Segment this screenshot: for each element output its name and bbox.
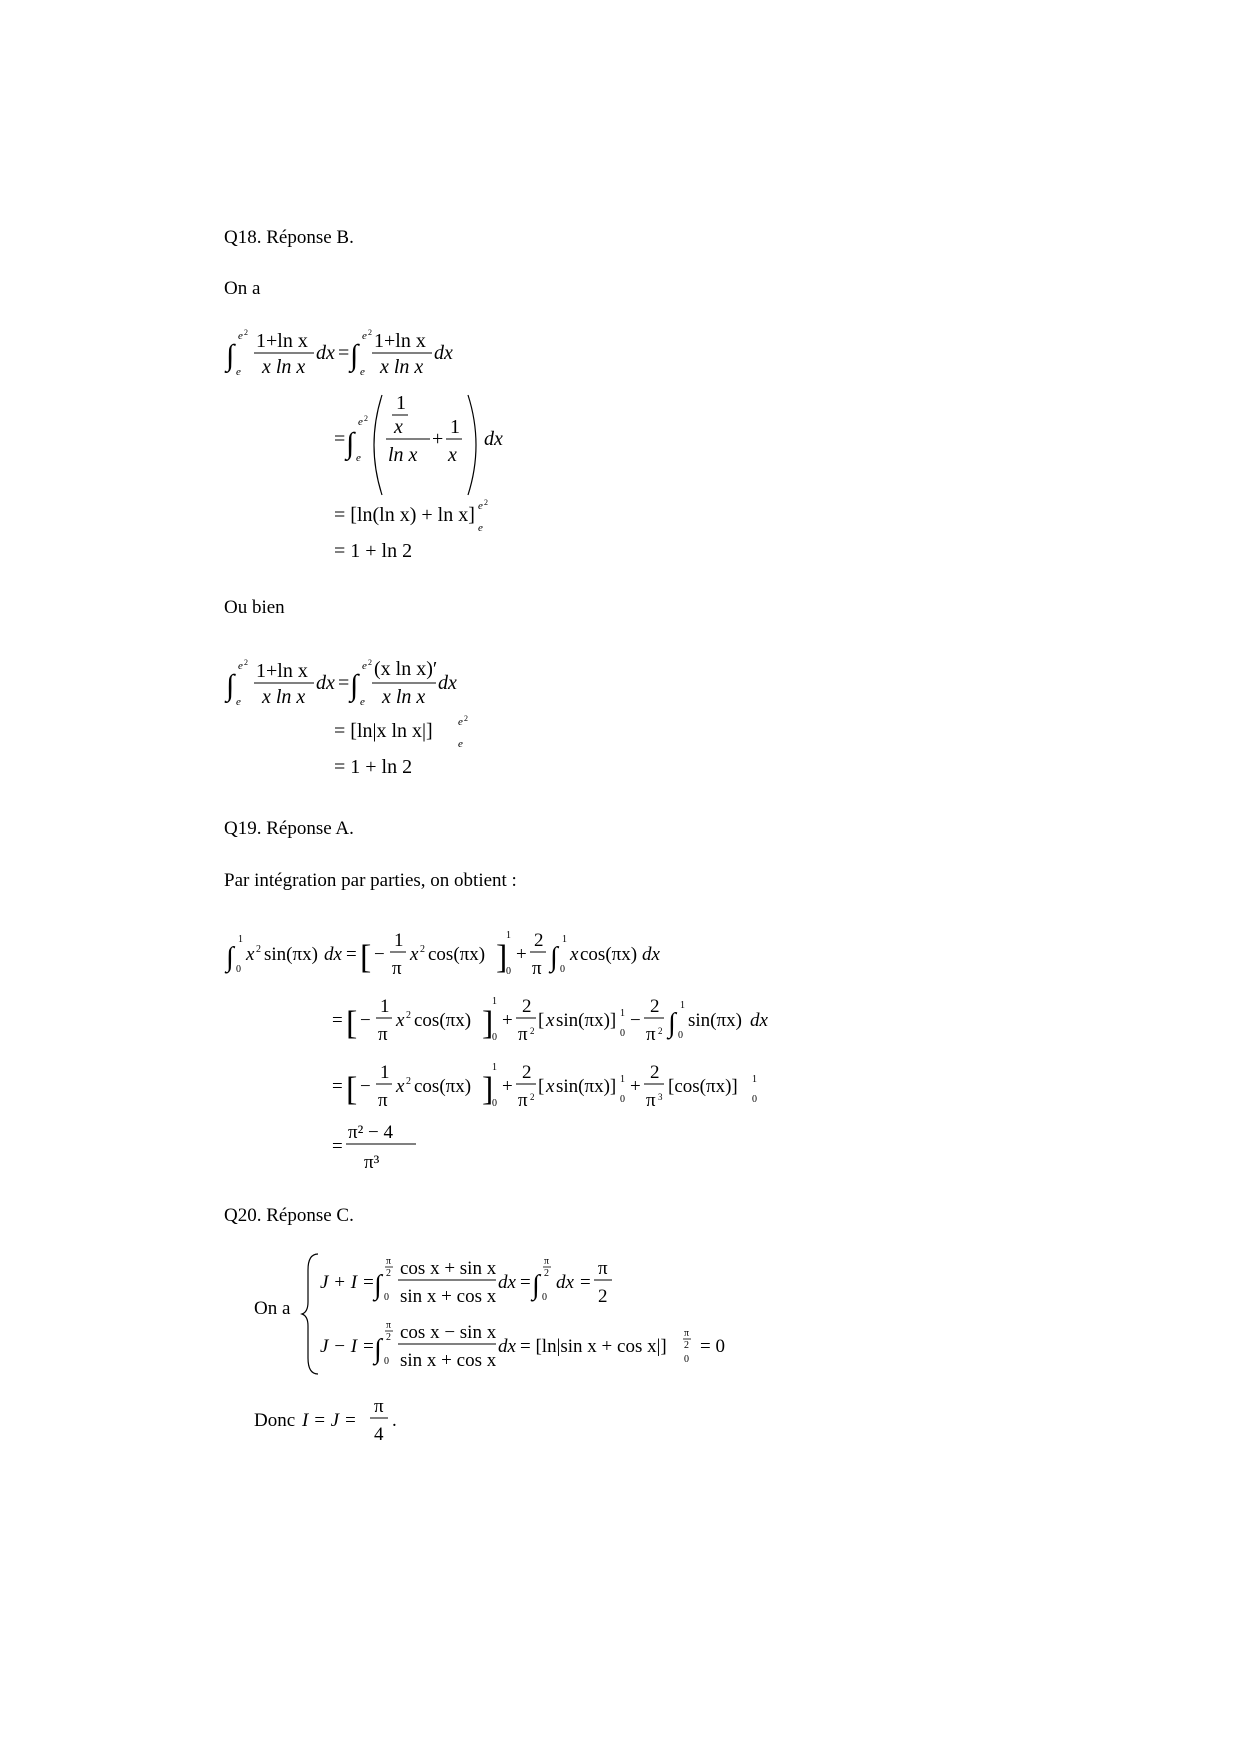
svg-text:1: 1 — [620, 1008, 625, 1019]
svg-text:+: + — [502, 1010, 513, 1031]
svg-text:2: 2 — [650, 996, 660, 1017]
svg-text:π: π — [392, 958, 402, 979]
svg-text:sin(πx): sin(πx) — [688, 1010, 742, 1031]
svg-text:0: 0 — [506, 966, 511, 977]
svg-text:x: x — [546, 1010, 555, 1031]
q20-heading: Q20. Réponse C. — [224, 1205, 354, 1226]
svg-text:∫: ∫ — [374, 1270, 382, 1301]
svg-text:dx: dx — [484, 428, 503, 450]
svg-text:[: [ — [538, 1010, 545, 1031]
svg-text:0: 0 — [620, 1094, 625, 1105]
svg-text:e: e — [360, 696, 365, 708]
svg-text:2: 2 — [534, 930, 544, 951]
q18-den2: x ln x — [380, 356, 424, 378]
svg-text:cos(πx): cos(πx) — [414, 1076, 472, 1097]
svg-text:[cos(πx)]: [cos(πx)] — [668, 1076, 738, 1097]
svg-text:1: 1 — [620, 1074, 625, 1085]
svg-text:2: 2 — [650, 1062, 660, 1083]
svg-text:]: ] — [482, 1005, 494, 1042]
q20-line1-den: sin x + cos x — [400, 1286, 497, 1307]
svg-text:0: 0 — [620, 1028, 625, 1039]
q18-step1-inner-num: 1 — [396, 392, 406, 414]
svg-text:dx: dx — [316, 672, 335, 694]
svg-text:e: e — [360, 366, 365, 378]
svg-text:=: = — [346, 944, 357, 965]
svg-text:dx: dx — [642, 944, 660, 965]
svg-text:cos(πx): cos(πx) — [414, 1010, 472, 1031]
q18-alt-num2: (x ln x)′ — [374, 658, 438, 680]
svg-text:∫: ∫ — [550, 942, 558, 973]
svg-text:2: 2 — [530, 1092, 535, 1102]
svg-text:2: 2 — [244, 658, 248, 667]
svg-text:2: 2 — [368, 328, 372, 337]
q18-alt-num1: 1+ln x — [256, 660, 308, 682]
svg-text:π: π — [386, 1320, 392, 1331]
svg-text:e: e — [358, 416, 363, 428]
q18-num2: 1+ln x — [374, 330, 426, 352]
svg-text:+: + — [516, 944, 527, 965]
svg-text:e: e — [238, 330, 243, 342]
q20-line2-num: cos x − sin x — [400, 1322, 497, 1343]
svg-text:0: 0 — [236, 964, 241, 975]
svg-text:=: = — [338, 342, 350, 364]
svg-text:0: 0 — [752, 1094, 757, 1105]
q19-derivation — [222, 920, 822, 1180]
svg-text:e: e — [458, 716, 463, 728]
svg-text:0: 0 — [492, 1032, 497, 1043]
svg-text:x: x — [410, 944, 419, 965]
q18-alt-den2: x ln x — [382, 686, 426, 708]
svg-text:π: π — [378, 1090, 388, 1111]
svg-text:∫: ∫ — [346, 427, 355, 460]
svg-text:∫: ∫ — [668, 1008, 676, 1039]
q20-line1-lhs: J + I = — [320, 1272, 375, 1293]
svg-text:−: − — [360, 1010, 371, 1031]
svg-text:2: 2 — [544, 1268, 549, 1279]
svg-text:=: = — [338, 672, 350, 694]
q18-den1: x ln x — [262, 356, 306, 378]
svg-text:π: π — [518, 1024, 528, 1045]
svg-text:2: 2 — [406, 1076, 411, 1087]
q20-conclusion-eq: I = J = — [302, 1410, 357, 1431]
svg-text:e: e — [362, 330, 367, 342]
svg-text:sin(πx)]: sin(πx)] — [556, 1076, 617, 1097]
svg-text:x: x — [396, 1076, 405, 1097]
q20-line1-num: cos x + sin x — [400, 1258, 497, 1279]
svg-text:∫: ∫ — [374, 1334, 382, 1365]
svg-text:1: 1 — [394, 930, 404, 951]
svg-text:dx: dx — [316, 342, 335, 364]
svg-text:e: e — [238, 660, 243, 672]
svg-text:2: 2 — [420, 944, 425, 955]
svg-text:+: + — [432, 428, 444, 450]
q20-line1-rhs-den: 2 — [598, 1286, 608, 1307]
svg-text:0: 0 — [678, 1030, 683, 1041]
q20-conclusion-den: 4 — [374, 1424, 384, 1445]
svg-text:1: 1 — [380, 996, 390, 1017]
svg-text:e: e — [458, 738, 463, 750]
q18-alt-derivation — [222, 655, 522, 795]
q20-conclusion — [254, 1392, 454, 1453]
svg-text:2: 2 — [364, 414, 368, 423]
q19-result-den: π³ — [364, 1152, 380, 1173]
svg-text:2: 2 — [522, 996, 532, 1017]
svg-text:1: 1 — [506, 930, 511, 941]
svg-text:[: [ — [346, 1005, 358, 1042]
svg-text:e: e — [362, 660, 367, 672]
svg-text:]: ] — [482, 1071, 494, 1108]
svg-text:0: 0 — [492, 1098, 497, 1109]
svg-text:0: 0 — [684, 1354, 689, 1365]
svg-text:1: 1 — [680, 1000, 685, 1011]
q19-intro: Par intégration par parties, on obtient : — [224, 870, 517, 891]
q18-step1-plus-num: 1 — [450, 416, 460, 438]
q18-result: = 1 + ln 2 — [334, 540, 413, 562]
svg-text:dx: dx — [498, 1272, 516, 1293]
svg-text:1: 1 — [752, 1074, 757, 1085]
q18-alt-den1: x ln x — [262, 686, 306, 708]
q19-heading: Q19. Réponse A. — [224, 818, 354, 839]
svg-text:π: π — [646, 1024, 656, 1045]
q20-conclusion-prefix: Donc — [254, 1410, 296, 1431]
svg-text:∫: ∫ — [350, 669, 359, 702]
svg-text:1: 1 — [238, 934, 243, 945]
svg-text:dx: dx — [750, 1010, 768, 1031]
svg-text:e: e — [478, 522, 483, 534]
svg-text:π: π — [646, 1090, 656, 1111]
q18-step1-plus-den: x — [448, 444, 457, 466]
svg-text:π: π — [386, 1256, 392, 1267]
svg-text:2: 2 — [530, 1026, 535, 1036]
svg-text:π: π — [684, 1328, 690, 1339]
svg-text:dx: dx — [434, 342, 453, 364]
svg-text:x: x — [570, 944, 579, 965]
svg-text:2: 2 — [484, 498, 488, 507]
svg-text:−: − — [374, 944, 385, 965]
svg-text:=: = — [332, 1076, 343, 1097]
q18-step2: = [ln(ln x) + ln x] — [334, 504, 475, 526]
svg-text:sin(πx)]: sin(πx)] — [556, 1010, 617, 1031]
svg-text:dx: dx — [324, 944, 342, 965]
svg-text:x: x — [546, 1076, 555, 1097]
svg-text:=: = — [332, 1136, 343, 1157]
svg-text:=: = — [580, 1272, 591, 1293]
svg-text:3: 3 — [658, 1092, 663, 1102]
svg-text:cos(πx): cos(πx) — [428, 944, 486, 965]
svg-text:e: e — [236, 696, 241, 708]
svg-text:x: x — [246, 944, 255, 965]
svg-text:2: 2 — [244, 328, 248, 337]
svg-text:2: 2 — [658, 1026, 663, 1036]
svg-text:π: π — [518, 1090, 528, 1111]
q20-conclusion-num: π — [374, 1396, 384, 1417]
q20-line1-rhs-num: π — [598, 1258, 608, 1279]
svg-text:2: 2 — [386, 1332, 391, 1343]
svg-text:+: + — [630, 1076, 641, 1097]
svg-text:∫: ∫ — [226, 339, 235, 372]
svg-text:dx: dx — [438, 672, 457, 694]
q20-line2-den: sin x + cos x — [400, 1350, 497, 1371]
svg-text:π: π — [532, 958, 542, 979]
q18-alt-intro: Ou bien — [224, 597, 285, 618]
svg-text:0: 0 — [384, 1292, 389, 1303]
q20-line2-lhs: J − I = — [320, 1336, 375, 1357]
q20-system — [300, 1250, 750, 1380]
svg-text:2: 2 — [256, 944, 261, 955]
svg-text:2: 2 — [464, 714, 468, 723]
svg-text:=: = — [332, 1010, 343, 1031]
svg-text:∫: ∫ — [226, 942, 234, 973]
svg-text:2: 2 — [406, 1010, 411, 1021]
svg-text:2: 2 — [386, 1268, 391, 1279]
q18-num1: 1+ln x — [256, 330, 308, 352]
svg-text:−: − — [360, 1076, 371, 1097]
svg-text:1: 1 — [492, 996, 497, 1007]
q19-result-num: π² − 4 — [348, 1122, 394, 1143]
q18-intro: On a — [224, 278, 261, 299]
svg-text:[: [ — [346, 1071, 358, 1108]
svg-text:]: ] — [496, 939, 508, 976]
svg-text:e: e — [236, 366, 241, 378]
svg-text:dx: dx — [498, 1336, 516, 1357]
svg-text:=: = — [334, 428, 346, 450]
svg-text:0: 0 — [384, 1356, 389, 1367]
q20-intro: On a — [254, 1298, 291, 1319]
svg-text:[: [ — [538, 1076, 545, 1097]
svg-text:cos(πx): cos(πx) — [580, 944, 638, 965]
svg-text:1: 1 — [562, 934, 567, 945]
svg-text:0: 0 — [560, 964, 565, 975]
svg-text:π: π — [544, 1256, 550, 1267]
svg-text:1: 1 — [492, 1062, 497, 1073]
svg-text:e: e — [478, 500, 483, 512]
svg-text:2: 2 — [522, 1062, 532, 1083]
svg-text:2: 2 — [684, 1340, 689, 1351]
svg-text:∫: ∫ — [226, 669, 235, 702]
svg-text:.: . — [392, 1410, 397, 1431]
svg-text:e: e — [356, 452, 361, 464]
q18-heading: Q18. Réponse B. — [224, 227, 354, 248]
q18-alt-result: = 1 + ln 2 — [334, 756, 413, 778]
svg-text:dx: dx — [556, 1272, 574, 1293]
svg-text:=: = — [520, 1272, 531, 1293]
q18-alt-step: = [ln|x ln x|] — [334, 720, 433, 742]
q20-line2-zero: = 0 — [700, 1336, 725, 1357]
svg-text:0: 0 — [542, 1292, 547, 1303]
svg-text:1: 1 — [380, 1062, 390, 1083]
svg-text:+: + — [502, 1076, 513, 1097]
svg-text:sin(πx): sin(πx) — [264, 944, 318, 965]
svg-text:[: [ — [360, 939, 372, 976]
q18-derivation — [222, 325, 522, 565]
q18-step1-ln: ln x — [388, 444, 418, 466]
svg-text:x: x — [396, 1010, 405, 1031]
q20-line2-rhs: = [ln|sin x + cos x|] — [520, 1336, 667, 1357]
svg-text:−: − — [630, 1010, 641, 1031]
svg-text:2: 2 — [368, 658, 372, 667]
svg-text:∫: ∫ — [350, 339, 359, 372]
svg-text:∫: ∫ — [532, 1270, 540, 1301]
q18-step1-inner-x: x — [394, 416, 403, 438]
svg-text:π: π — [378, 1024, 388, 1045]
